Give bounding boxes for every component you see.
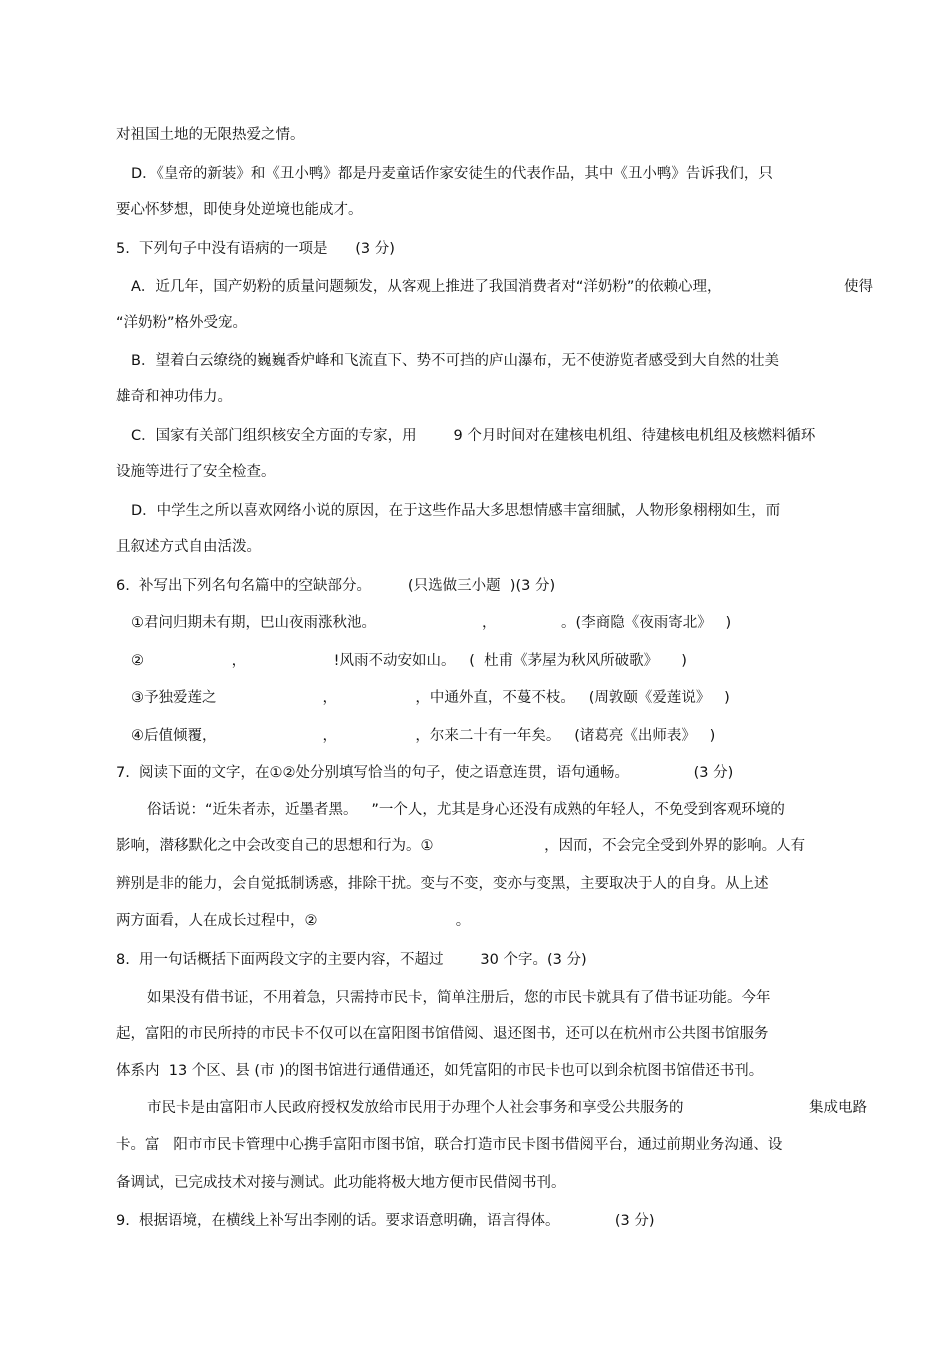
passage-line: 卡。富 阳市市民卡管理中心携手富阳市图书馆，联合打造市民卡图书借阅平台，通过前期业务沟通、设 [116, 1137, 783, 1153]
question-5-title: 5. 下列句子中没有语病的一项是 (3 分) [116, 241, 395, 257]
text-line-right: 集成电路 [809, 1100, 867, 1116]
text-line: 要心怀梦想，即使身处逆境也能成才。 [116, 202, 363, 218]
text-line: “洋奶粉”格外受宠。 [116, 315, 248, 331]
text-line: 设施等进行了安全检查。 [116, 464, 276, 480]
fill-blank-item: ①君问归期未有期，巴山夜雨涨秋池。 ， 。(李商隐《夜雨寄北》 ) [131, 615, 732, 631]
fill-blank-item: ② ， !风雨不动安如山。 ( 杜甫《茅屋为秋风所破歌》 ) [131, 653, 687, 669]
text-line: 且叙述方式自由活泼。 [116, 539, 261, 555]
passage-line: 体系内 13 个区、县 (市 )的图书馆进行通借通还，如凭富阳的市民卡也可以到余杭图书馆借还书刊。 [116, 1063, 764, 1079]
passage-line: 起，富阳的市民所持的市民卡不仅可以在富阳图书馆借阅、退还图书，还可以在杭州市公共图书馆服务 [116, 1026, 769, 1042]
fill-blank-item: ④后值倾覆， ， ，尔来二十有一年矣。 (诸葛亮《出师表》 ) [131, 728, 716, 744]
passage-line: 市民卡是由富阳市人民政府授权发放给市民用于办理个人社会事务和享受公共服务的 [147, 1100, 684, 1116]
option-a-line: A．近几年，国产奶粉的质量问题频发，从客观上推进了我国消费者对“洋奶粉”的依赖心理， [131, 279, 722, 295]
question-6-title: 6. 补写出下列名句名篇中的空缺部分。 (只选做三小题 )(3 分) [116, 578, 556, 594]
text-line: 对祖国土地的无限热爱之情。 [116, 127, 305, 143]
fill-blank-item: ③予独爱莲之 ， ，中通外直，不蔓不枝。 (周敦颐《爱莲说》 ) [131, 690, 730, 706]
passage-line: 影响，潜移默化之中会改变自己的思想和行为。① ，因而，不会完全受到外界的影响。人有 [116, 838, 806, 854]
question-7-title: 7. 阅读下面的文字，在①②处分别填写恰当的句子，使之语意连贯，语句通畅。 (3 分) [116, 765, 734, 781]
option-b-line: B．望着白云缭绕的巍巍香炉峰和飞流直下、势不可挡的庐山瀑布，无不使游览者感受到大自然的壮美 [131, 353, 779, 369]
option-c-line: C．国家有关部门组织核安全方面的专家，用 9 个月时间对在建核电机组、待建核电机组及核燃料循环 [131, 428, 816, 444]
text-line: 雄奇和神功伟力。 [116, 389, 232, 405]
question-8-title: 8. 用一句话概括下面两段文字的主要内容，不超过 30 个字。(3 分) [116, 952, 587, 968]
passage-line: 俗话说：“近朱者赤，近墨者黑。 ”一个人，尤其是身心还没有成熟的年轻人，不免受到客观环境的 [147, 802, 785, 818]
passage-line: 备调试，已完成技术对接与测试。此功能将极大地方便市民借阅书刊。 [116, 1175, 566, 1191]
passage-line: 两方面看，人在成长过程中，② 。 [116, 913, 471, 929]
text-line-right: 使得 [844, 279, 873, 295]
option-d-line: D．《皇帝的新装》和《丑小鸭》都是丹麦童话作家安徒生的代表作品，其中《丑小鸭》告诉我们，只 [131, 166, 773, 182]
option-d-line: D．中学生之所以喜欢网络小说的原因，在于这些作品大多思想情感丰富细腻，人物形象栩栩如生，而 [131, 503, 781, 519]
question-9-title: 9. 根据语境，在横线上补写出李刚的话。要求语意明确，语言得体。 (3 分) [116, 1213, 655, 1229]
passage-line: 辨别是非的能力，会自觉抵制诱惑，排除干扰。变与不变，变亦与变黑，主要取决于人的自身。从上述 [116, 876, 769, 892]
passage-line: 如果没有借书证，不用着急，只需持市民卡，简单注册后，您的市民卡就具有了借书证功能。今年 [147, 990, 771, 1006]
